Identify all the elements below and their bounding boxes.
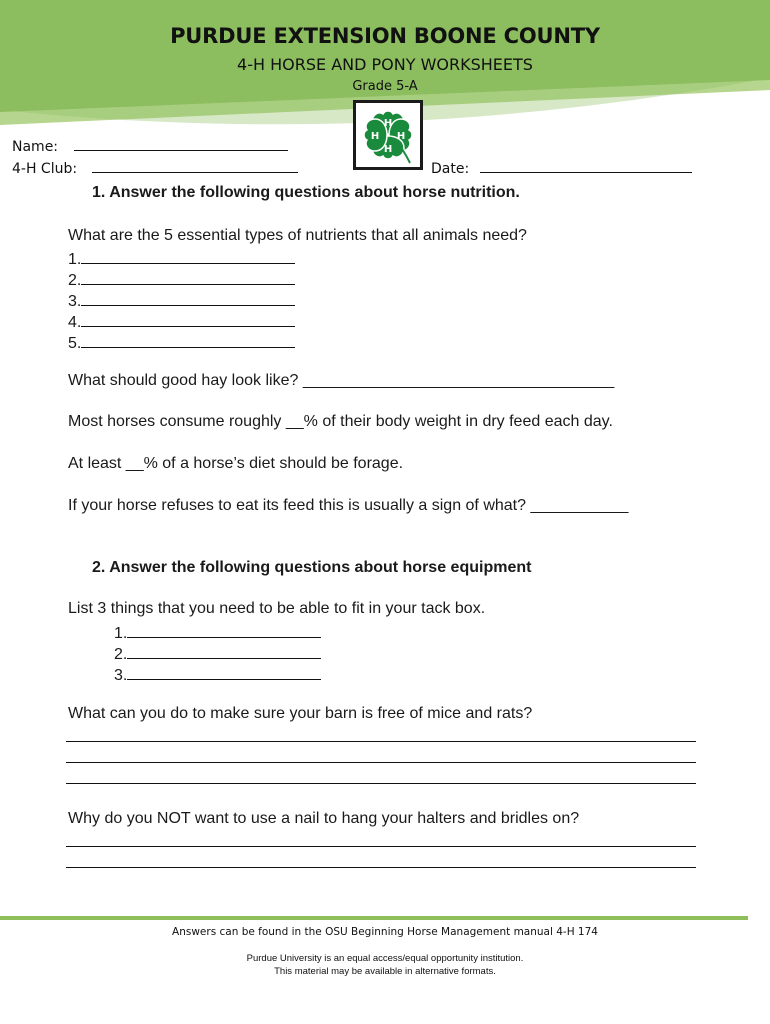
nail-answer-line-2[interactable] <box>66 867 696 868</box>
nutrients-question: What are the 5 essential types of nutrients that all animals need? <box>68 227 527 244</box>
nutrient-answer-2[interactable] <box>68 269 295 290</box>
item-number: 3. <box>68 293 82 310</box>
answers-note: Answers can be found in the OSU Beginning Horse Management manual 4-H 174 <box>172 926 598 938</box>
tack-answer-1[interactable] <box>114 622 321 643</box>
alternative-formats-statement: This material may be available in alternative formats. <box>274 966 496 977</box>
hay-question: What should good hay look like? ___________________________________ <box>68 372 615 389</box>
date-label: Date: <box>431 161 470 177</box>
refuse-feed-question: If your horse refuses to eat its feed this is usually a sign of what? ___________ <box>68 497 629 514</box>
item-number: 2. <box>68 272 82 289</box>
date-blank[interactable] <box>480 158 692 173</box>
name-field <box>12 136 288 155</box>
name-label: Name: <box>12 139 59 155</box>
svg-text:H: H <box>370 131 380 142</box>
svg-text:H: H <box>383 144 393 155</box>
tack-answer-2[interactable] <box>114 643 321 664</box>
nutrient-answer-1[interactable] <box>68 248 295 269</box>
svg-text:H: H <box>383 118 393 129</box>
section-2-heading: 2. Answer the following questions about horse equipment <box>92 559 532 576</box>
mice-rats-question: What can you do to make sure your barn is free of mice and rats? <box>68 705 533 722</box>
nutrient-answer-5[interactable] <box>68 332 295 353</box>
club-label: 4-H Club: <box>12 161 78 177</box>
nail-answer-line-1[interactable] <box>66 846 696 847</box>
item-number: 4. <box>68 314 82 331</box>
page-subtitle: 4-H HORSE AND PONY WORKSHEETS <box>237 55 533 74</box>
page-title: PURDUE EXTENSION BOONE COUNTY <box>170 24 600 48</box>
mice-answer-line-3[interactable] <box>66 783 696 784</box>
section-1-heading: 1. Answer the following questions about horse nutrition. <box>92 184 520 201</box>
item-number: 5. <box>68 335 82 352</box>
grade-label: Grade 5-A <box>352 79 418 94</box>
item-number: 1. <box>114 625 128 642</box>
tack-box-question: List 3 things that you need to be able to fit in your tack box. <box>68 600 486 617</box>
tack-answer-3[interactable] <box>114 664 321 685</box>
club-field <box>12 158 298 177</box>
mice-answer-line-2[interactable] <box>66 762 696 763</box>
forage-question: At least __% of a horse’s diet should be forage. <box>68 455 404 472</box>
nutrient-answer-4[interactable] <box>68 311 295 332</box>
footer-divider <box>0 916 748 920</box>
4-h-clover-icon <box>353 100 423 170</box>
equal-access-statement: Purdue University is an equal access/equal opportunity institution. <box>246 953 524 964</box>
item-number: 2. <box>114 646 128 663</box>
nutrient-answer-3[interactable] <box>68 290 295 311</box>
nail-question: Why do you NOT want to use a nail to hang your halters and bridles on? <box>68 810 580 827</box>
name-blank[interactable] <box>74 136 288 151</box>
date-field <box>431 158 692 177</box>
mice-answer-line-1[interactable] <box>66 741 696 742</box>
dry-feed-question: Most horses consume roughly __% of their body weight in dry feed each day. <box>68 413 613 430</box>
item-number: 1. <box>68 251 82 268</box>
item-number: 3. <box>114 667 128 684</box>
club-blank[interactable] <box>92 158 298 173</box>
svg-text:H: H <box>396 131 406 142</box>
